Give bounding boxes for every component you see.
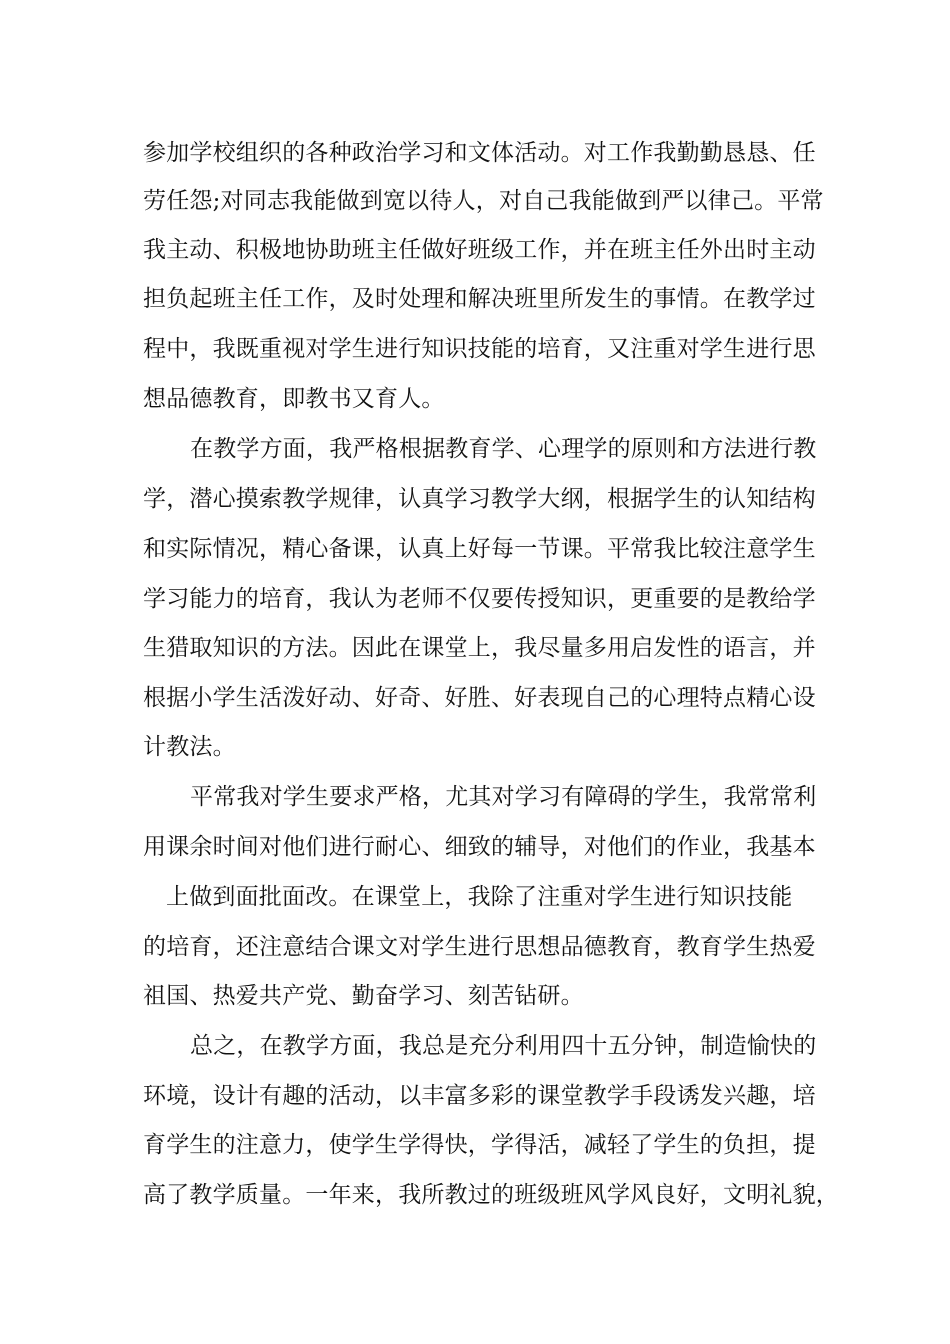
- paragraph-line: 平常我对学生要求严格，尤其对学习有障碍的学生，我常常利: [190, 784, 817, 810]
- paragraph-line: 上做到面批面改。在课堂上，我除了注重对学生进行知识技能: [166, 884, 793, 910]
- paragraph-line: 参加学校组织的各种政治学习和文体活动。对工作我勤勤恳恳、任: [143, 140, 816, 166]
- paragraph-line: 劳任怨;对同志我能做到宽以待人，对自己我能做到严以律己。平常: [143, 188, 824, 214]
- paragraph-line: 担负起班主任工作，及时处理和解决班里所发生的事情。在教学过: [143, 286, 816, 312]
- paragraph-line: 根据小学生活泼好动、好奇、好胜、好表现自己的心理特点精心设: [143, 685, 816, 711]
- paragraph-line: 育学生的注意力，使学生学得快，学得活，减轻了学生的负担，提: [143, 1132, 816, 1158]
- paragraph-line: 我主动、积极地协助班主任做好班级工作，并在班主任外出时主动: [143, 237, 816, 263]
- paragraph-line: 想品德教育，即教书又育人。: [143, 386, 445, 412]
- paragraph-line: 总之，在教学方面，我总是充分利用四十五分钟，制造愉快的: [190, 1033, 817, 1059]
- paragraph-line: 和实际情况，精心备课，认真上好每一节课。平常我比较注意学生: [143, 536, 816, 562]
- paragraph-line: 高了教学质量。一年来，我所教过的班级班风学风良好，文明礼貌，: [143, 1182, 839, 1208]
- paragraph-line: 用课余时间对他们进行耐心、细致的辅导，对他们的作业，我基本: [143, 834, 816, 860]
- paragraph-line: 在教学方面，我严格根据教育学、心理学的原则和方法进行教: [190, 436, 817, 462]
- paragraph-line: 祖国、热爱共产党、勤奋学习、刻苦钻研。: [143, 983, 584, 1009]
- paragraph-line: 程中，我既重视对学生进行知识技能的培育，又注重对学生进行思: [143, 336, 816, 362]
- paragraph-line: 学，潜心摸索教学规律，认真学习教学大纲，根据学生的认知结构: [143, 486, 816, 512]
- paragraph-line: 环境，设计有趣的活动，以丰富多彩的课堂教学手段诱发兴趣，培: [143, 1083, 816, 1109]
- paragraph-line: 学习能力的培育，我认为老师不仅要传授知识，更重要的是教给学: [143, 586, 816, 612]
- paragraph-line: 生猎取知识的方法。因此在课堂上，我尽量多用启发性的语言，并: [143, 635, 816, 661]
- paragraph-line: 计教法。: [143, 734, 236, 760]
- paragraph-line: 的培育，还注意结合课文对学生进行思想品德教育，教育学生热爱: [143, 934, 816, 960]
